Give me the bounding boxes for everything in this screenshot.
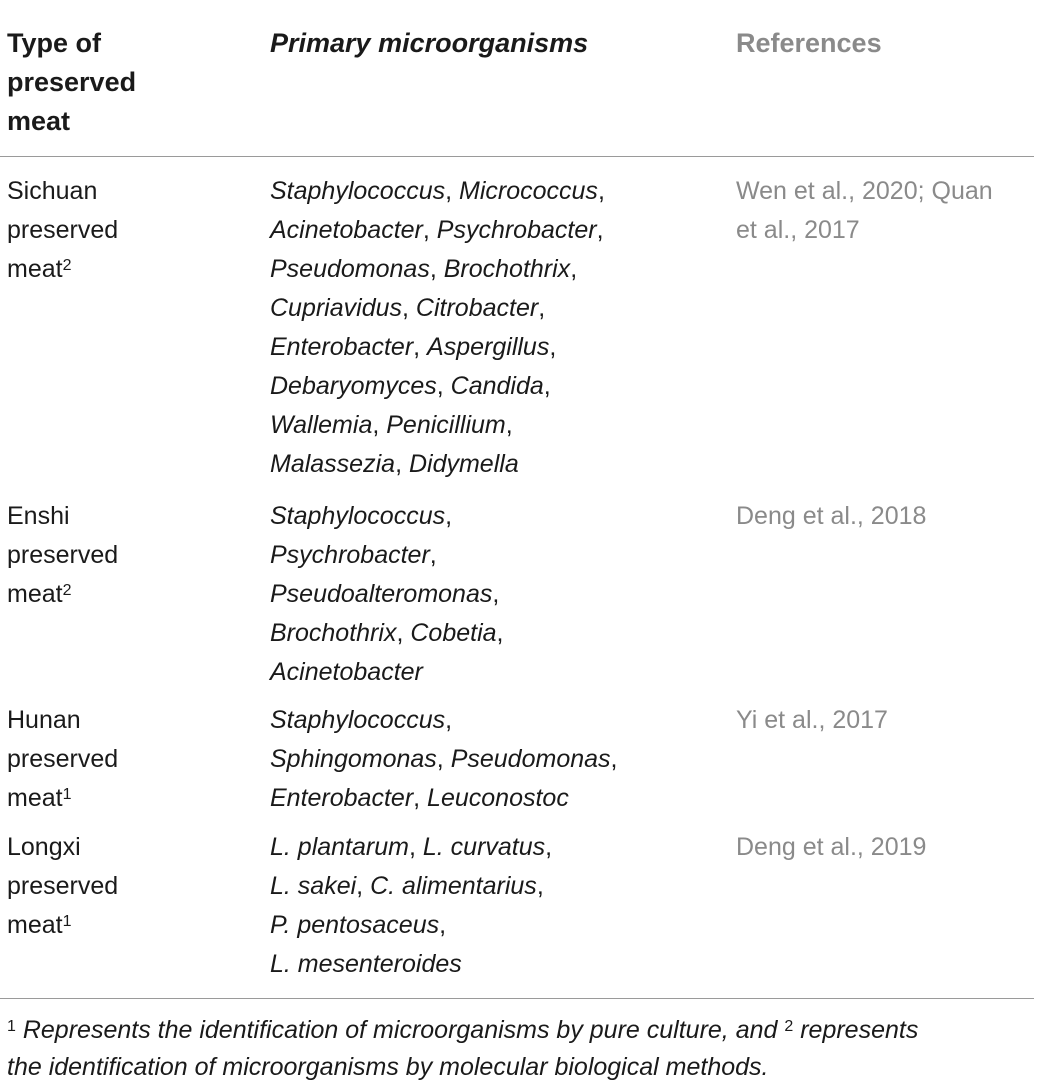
organism-line: Staphylococcus, Micrococcus, — [270, 177, 605, 205]
organism-line: Enterobacter, Aspergillus, — [270, 333, 557, 361]
organism-name: Staphylococcus — [270, 177, 446, 205]
organism-line: Debaryomyces, Candida, — [270, 372, 551, 400]
organism-name: Debaryomyces — [270, 372, 437, 400]
cell-type-last-line — [7, 779, 207, 818]
organism-name: Micrococcus — [459, 177, 598, 205]
footnote — [7, 1012, 1037, 1086]
cell-references — [736, 497, 1036, 536]
cell-type-last-line — [7, 250, 207, 289]
header-type-line: Type of — [7, 28, 101, 58]
organism-line — [270, 945, 710, 984]
reference-line[interactable]: et al., 2017 — [736, 216, 860, 244]
organism-line: Enterobacter, Leuconostoc — [270, 784, 569, 812]
cell-type-line: preserved — [7, 216, 119, 244]
cell-type-line: meat — [7, 911, 63, 939]
cell-references — [736, 172, 1036, 250]
organism-line — [270, 653, 710, 692]
organism-name: C. alimentarius — [370, 872, 537, 900]
organism-name: Didymella — [408, 450, 519, 478]
organism-name: Enterobacter — [270, 333, 414, 361]
organism-name: L. mesenteroides — [270, 950, 462, 978]
footnote-line-1 — [7, 1012, 1037, 1049]
organism-name: Pseudoalteromonas — [270, 580, 493, 608]
cell-type-line: meat — [7, 580, 63, 608]
organism-name: L. plantarum — [270, 833, 409, 861]
header-references — [736, 24, 1036, 63]
organism-name: Citrobacter — [415, 294, 539, 322]
cell-type-line: meat — [7, 784, 63, 812]
organism-line: Cupriavidus, Citrobacter, — [270, 294, 546, 322]
cell-type — [7, 497, 207, 614]
header-type — [7, 24, 207, 141]
header-type-line: meat — [7, 106, 71, 136]
footnote-sup-1: 1 — [7, 1018, 16, 1035]
cell-type — [7, 172, 207, 289]
organism-name: Pseudomonas — [270, 255, 430, 283]
reference-line[interactable]: Deng et al., 2018 — [736, 502, 927, 530]
organism-name: P. pentosaceus — [270, 911, 440, 939]
cell-organisms — [270, 828, 710, 984]
organism-name: Staphylococcus — [270, 706, 446, 734]
organism-name: L. sakei — [270, 872, 357, 900]
organism-name: Malassezia — [270, 450, 396, 478]
organism-name: Sphingomonas — [270, 745, 437, 773]
organism-name: Staphylococcus — [270, 502, 446, 530]
organism-name: L. curvatus — [422, 833, 546, 861]
cell-type-line: meat — [7, 255, 63, 283]
cell-type — [7, 701, 207, 818]
organism-line: Pseudoalteromonas, — [270, 580, 500, 608]
cell-organisms — [270, 701, 710, 818]
organism-name: Candida — [450, 372, 544, 400]
cell-type-line: Hunan — [7, 706, 81, 734]
organism-name: Pseudomonas — [450, 745, 611, 773]
organism-line: Psychrobacter, — [270, 541, 437, 569]
organism-name: Acinetobacter — [270, 658, 423, 686]
cell-organisms — [270, 497, 710, 692]
organism-name: Brochothrix — [270, 619, 397, 647]
organism-line: Pseudomonas, Brochothrix, — [270, 255, 578, 283]
header-organisms-line: Primary microorganisms — [270, 28, 589, 58]
cell-type-line: preserved — [7, 745, 119, 773]
cell-organisms — [270, 172, 710, 484]
header-references-line: References — [736, 28, 882, 58]
cell-type — [7, 828, 207, 945]
organism-line: Staphylococcus, — [270, 706, 453, 734]
reference-line[interactable]: Deng et al., 2019 — [736, 833, 927, 861]
cell-type-last-line — [7, 906, 207, 945]
cell-type-line: Longxi — [7, 833, 81, 861]
organism-name: Cobetia — [410, 619, 497, 647]
organism-line: Malassezia, Didymella — [270, 450, 519, 478]
footnote-marker: 1 — [62, 786, 72, 803]
cell-type-line: preserved — [7, 541, 119, 569]
cell-type-line: preserved — [7, 872, 119, 900]
organism-name: Cupriavidus — [270, 294, 403, 322]
organism-name: Acinetobacter — [270, 216, 423, 244]
cell-type-line: Sichuan — [7, 177, 98, 205]
footnote-marker: 2 — [62, 582, 72, 599]
cell-references — [736, 701, 1036, 740]
footnote-text-1: Represents the identification of microorganisms by pure culture, and — [15, 1016, 785, 1044]
reference-line[interactable]: Wen et al., 2020; Quan — [736, 177, 993, 205]
organism-name: Leuconostoc — [427, 784, 569, 812]
footer-divider — [0, 998, 1034, 999]
organism-name: Penicillium — [386, 411, 506, 439]
cell-type-line: Enshi — [7, 502, 70, 530]
organism-line: Sphingomonas, Pseudomonas, — [270, 745, 618, 773]
organism-line: Brochothrix, Cobetia, — [270, 619, 504, 647]
organism-line: P. pentosaceus, — [270, 911, 447, 939]
organism-line: Wallemia, Penicillium, — [270, 411, 513, 439]
cell-type-last-line — [7, 575, 207, 614]
organism-name: Psychrobacter — [270, 541, 430, 569]
organism-name: Enterobacter — [270, 784, 414, 812]
organism-line: Acinetobacter, Psychrobacter, — [270, 216, 604, 244]
header-type-line: preserved — [7, 67, 137, 97]
organism-line: L. sakei, C. alimentarius, — [270, 872, 544, 900]
footnote-text-2: represents — [793, 1016, 919, 1044]
footnote-marker: 2 — [62, 257, 72, 274]
organism-line: Staphylococcus, — [270, 502, 453, 530]
reference-line[interactable]: Yi et al., 2017 — [736, 706, 888, 734]
organism-name: Aspergillus — [427, 333, 550, 361]
organism-line: L. plantarum, L. curvatus, — [270, 833, 553, 861]
organism-name: Brochothrix — [443, 255, 571, 283]
cell-references — [736, 828, 1036, 867]
organism-name: Psychrobacter — [436, 216, 597, 244]
footnote-sup-2: 2 — [784, 1018, 794, 1035]
header-divider — [0, 156, 1034, 157]
footnote-line-2: the identification of microorganisms by molecular biological methods. — [7, 1053, 769, 1081]
organism-name: Wallemia — [270, 411, 373, 439]
footnote-marker: 1 — [62, 913, 72, 930]
header-organisms — [270, 24, 710, 63]
